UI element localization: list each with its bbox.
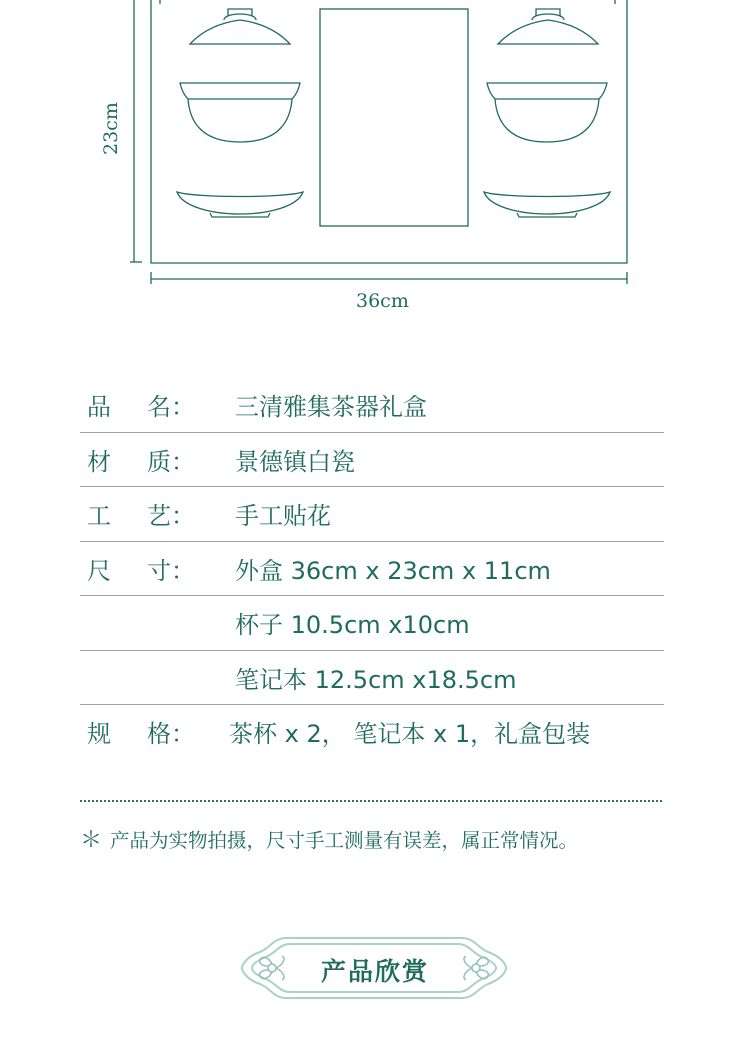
disclaimer-note	[80, 823, 578, 854]
spec-label: 尺 寸：	[87, 556, 195, 585]
spec-row-name	[80, 378, 664, 433]
spec-row-craft	[80, 487, 664, 542]
spec-value: 三清雅集茶器礼盒	[235, 393, 427, 422]
height-dimension-line	[130, 0, 142, 262]
right-cup-shape	[487, 83, 607, 142]
spec-value: 笔记本 12.5cm x18.5cm	[235, 665, 517, 694]
spec-row-size-cup	[80, 596, 664, 651]
asterisk-icon: ＊	[80, 828, 103, 853]
spec-row-spec	[80, 705, 664, 759]
section-title: 产品欣赏	[320, 957, 429, 986]
dotted-divider	[80, 800, 662, 802]
spec-value: 手工贴花	[235, 502, 331, 531]
box-outline	[151, 0, 627, 263]
spec-row-material	[80, 433, 664, 488]
notebook-shape	[320, 9, 468, 226]
spec-row-size-notebook	[80, 651, 664, 706]
spec-label: 工 艺：	[87, 502, 195, 531]
left-lid-shape	[190, 9, 290, 44]
spec-row-size-box	[80, 542, 664, 597]
spec-value: 外盒 36cm x 23cm x 11cm	[235, 556, 551, 585]
width-dimension-label: 36cm	[356, 290, 409, 312]
product-dimension-diagram	[0, 0, 750, 330]
spec-value: 杯子 10.5cm x10cm	[235, 611, 470, 640]
right-saucer-shape	[484, 192, 610, 214]
height-dimension-label: 23cm	[100, 102, 122, 155]
spec-label: 品 名：	[87, 393, 195, 422]
right-lid-shape	[498, 9, 598, 44]
spec-label: 规 格：	[87, 720, 195, 749]
left-saucer-shape	[177, 192, 303, 214]
spec-value: 茶杯 x 2， 笔记本 x 1，礼盒包装	[229, 720, 591, 749]
disclaimer-text: 产品为实物拍摄，尺寸手工测量有误差，属正常情况。	[110, 829, 579, 852]
left-cup-shape	[180, 83, 300, 142]
spec-label: 材 质：	[87, 447, 195, 476]
spec-value: 景德镇白瓷	[235, 447, 355, 476]
spec-table	[80, 378, 664, 759]
width-dimension-line	[151, 272, 627, 284]
